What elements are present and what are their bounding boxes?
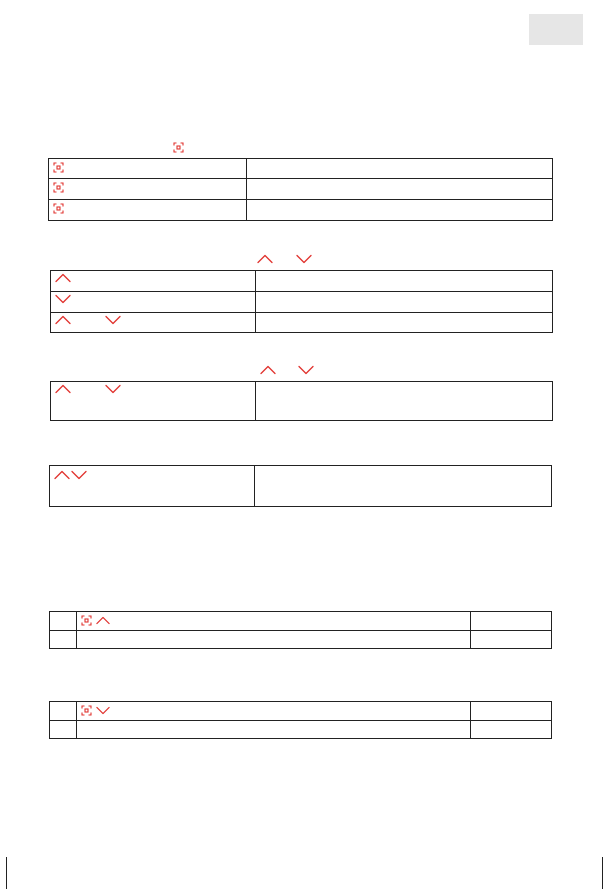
focus-frame-icon	[81, 705, 92, 720]
chevron-up-icon	[55, 273, 71, 287]
table-row	[50, 702, 552, 721]
combined-table	[49, 465, 552, 507]
crop-mark-left	[6, 857, 7, 889]
chevron-up-icon	[260, 365, 276, 375]
page-tab-marker	[529, 14, 583, 45]
updown-hold-table	[50, 381, 553, 421]
focus-frame-icon	[53, 162, 64, 173]
chevron-down-icon	[298, 365, 314, 375]
table-row	[51, 313, 553, 333]
table-row	[49, 159, 553, 179]
table-row	[51, 271, 553, 292]
focus-down-table	[49, 701, 552, 739]
updown-table	[50, 270, 553, 333]
chevron-down-icon	[296, 254, 312, 264]
chevron-down-icon	[55, 294, 71, 308]
focus-frame-icon	[173, 142, 184, 153]
chevron-down-icon	[105, 315, 121, 329]
table-row	[50, 612, 552, 631]
focus-up-table	[49, 611, 552, 649]
table-row	[49, 200, 553, 221]
chevron-up-icon	[55, 315, 71, 329]
chevron-down-icon	[105, 384, 121, 398]
table-row	[50, 466, 552, 507]
chevron-up-icon	[55, 384, 71, 398]
crop-mark-right	[602, 857, 603, 889]
table-row	[50, 631, 552, 649]
table-row	[49, 179, 553, 200]
table-row	[50, 721, 552, 739]
focus-frame-icon	[53, 203, 64, 214]
chevron-down-icon	[96, 705, 110, 720]
chevron-up-icon	[96, 615, 110, 630]
chevron-down-icon	[71, 470, 87, 484]
chevron-up-icon	[257, 254, 273, 264]
table-row	[51, 292, 553, 313]
focus-frame-icon	[81, 615, 92, 630]
focus-frame-icon	[53, 182, 64, 193]
chevron-up-icon	[54, 470, 70, 484]
focus-table	[48, 158, 553, 221]
table-row	[51, 382, 553, 421]
